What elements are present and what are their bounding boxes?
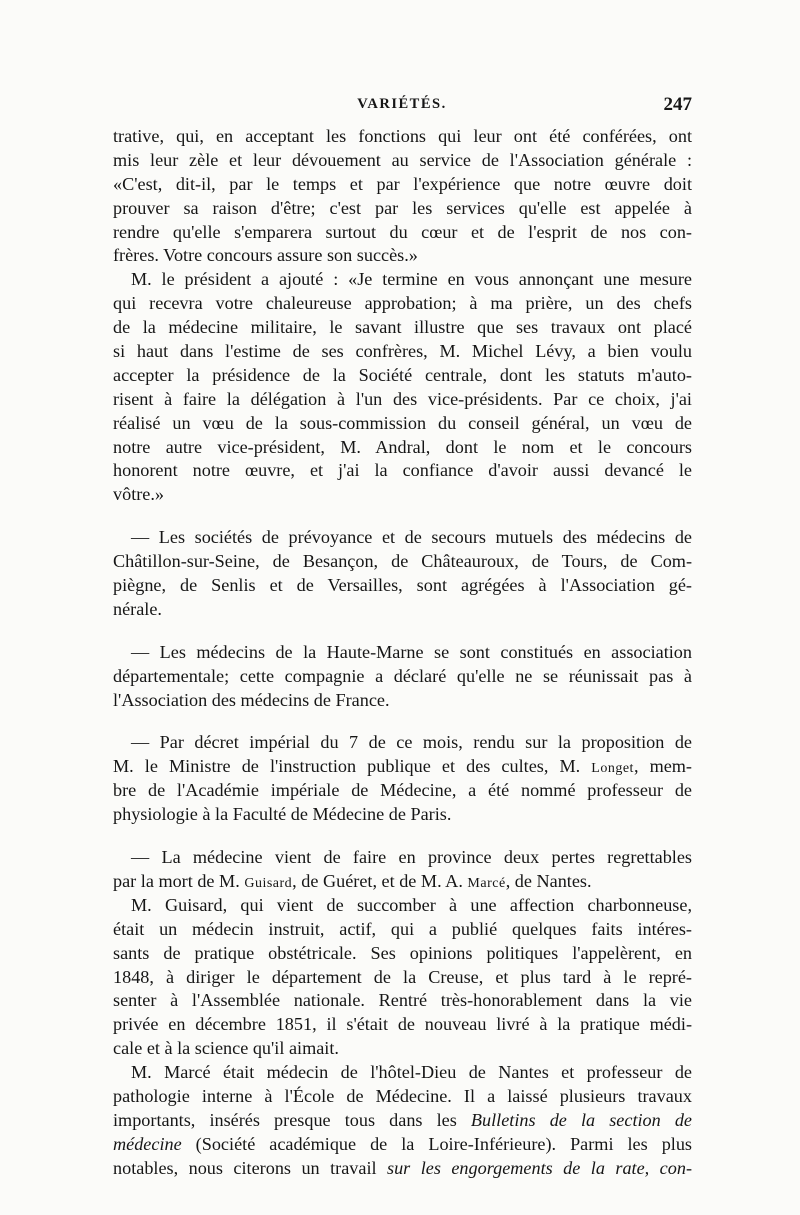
running-head [112,96,692,120]
text-line [113,755,692,779]
text-line: prouver sa raison d'être; c'est par les services qu'elle est appelée à [113,197,692,218]
text-line: privée en décembre 1851, il s'était de nouveau livré à la pratique médi- [113,1014,692,1035]
paragraph-gap [113,622,692,641]
text-line: l'Association des médecins de France. [113,689,390,710]
text-fragment: M. le Ministre de l'instruction publique et des cultes, M. [113,756,592,777]
text-line: pathologie interne à l'École de Médecine. Il a laissé plusieurs travaux [113,1085,692,1106]
text-line: Châtillon-sur-Seine, de Besançon, de Châteauroux, de Tours, de Com- [113,551,692,572]
running-title: VARIÉTÉS. [357,96,447,112]
text-line: M. Guisard, qui vient de succomber à une affection charbonneuse, [131,894,692,915]
text-fragment: par la mort de M. [113,870,245,891]
text-line [113,1157,692,1181]
italic-title-medecine: médecine [113,1133,182,1154]
text-line: physiologie à la Faculté de Médecine de Paris. [113,804,452,825]
text-line [113,1133,692,1157]
text-line: 1848, à diriger le département de la Creuse, et plus tard à le repré- [113,966,692,987]
text-line: frères. Votre concours assure son succès.» [113,245,418,266]
text-line: sants de pratique obstétricale. Ses opinions politiques l'appelèrent, en [113,942,692,963]
text-line: risent à faire la délégation à l'un des vice-présidents. Par ce choix, j'ai [113,388,692,409]
text-line: «C'est, dit-il, par le temps et par l'expérience que notre œuvre doit [113,173,692,194]
text-line: départementale; cette compagnie a déclaré qu'elle ne se réunissait pas à [113,665,692,686]
text-line: piègne, de Senlis et de Versailles, sont agrégées à l'Association gé- [113,575,692,596]
text-line [113,870,692,894]
text-line: mis leur zèle et leur dévouement au service de l'Association générale : [113,149,692,170]
text-line: qui recevra votre chaleureuse approbation; à ma prière, un des chefs [113,293,692,314]
text-line: vôtre.» [113,484,165,505]
text-line: accepter la présidence de la Société centrale, dont les statuts m'auto- [113,364,692,385]
text-line: de la médecine militaire, le savant illustre que ses travaux ont placé [113,317,692,338]
italic-title-bulletins: Bulletins de la section de [470,1109,693,1130]
page-number: 247 [663,94,692,115]
text-line: — La médecine vient de faire en province deux pertes regrettables [131,847,692,868]
name-smallcaps-longet: Longet [591,761,634,777]
text-line: notre autre vice-président, M. Andral, dont le nom et le concours [113,436,692,457]
text-line: nérale. [113,598,162,619]
text-line: rendre qu'elle s'emparera surtout du cœur et de l'esprit de nos con- [113,221,692,242]
text-line: — Les sociétés de prévoyance et de secours mutuels des médecins de [131,527,692,548]
text-fragment: , mem- [633,756,692,777]
text-line: bre de l'Académie impériale de Médecine, a été nommé professeur de [113,780,692,801]
name-smallcaps-marce: Marcé [467,875,506,891]
text-line: trative, qui, en acceptant les fonctions qui leur ont été conférées, ont [113,126,692,146]
text-line [113,1109,692,1133]
text-fragment: , de Guéret, et de M. A. [292,870,468,891]
italic-title-engorgements: sur les engorgements de la rate, con- [387,1157,692,1178]
text-fragment: (Société académique de la Loire-Inférieure). Parmi les plus [195,1133,693,1154]
text-line: M. le président a ajouté : «Je termine en vous annonçant une mesure [131,269,692,290]
text-line: senter à l'Assemblée nationale. Rentré très-honorablement dans la vie [113,990,692,1011]
text-line: si haut dans l'estime de ses confrères, M. Michel Lévy, a bien voulu [113,341,692,362]
text-line: cale et à la science qu'il aimait. [113,1038,339,1059]
name-smallcaps-guisard: Guisard [244,875,293,891]
text-fragment: importants, insérés presque tous dans les [113,1109,471,1130]
text-line: — Par décret impérial du 7 de ce mois, rendu sur la proposition de [131,732,692,753]
paragraph-gap [113,827,692,846]
body-text [113,125,692,1181]
text-line: M. Marcé était médecin de l'hôtel-Dieu de Nantes et professeur de [131,1062,692,1083]
text-line: réalisé un vœu de la sous-commission du conseil général, un vœu de [113,412,692,433]
text-line: — Les médecins de la Haute-Marne se sont constitués en association [131,641,692,662]
paragraph-gap [113,712,692,731]
text-fragment: notables, nous citerons un travail [113,1157,387,1178]
text-line: était un médecin instruit, actif, qui a publié quelques faits intéres- [113,918,692,939]
text-fragment: , de Nantes. [505,870,592,891]
text-line: honorent notre œuvre, et j'ai la confiance d'avoir aussi devancé le [113,460,692,481]
paragraph-gap [113,507,692,526]
